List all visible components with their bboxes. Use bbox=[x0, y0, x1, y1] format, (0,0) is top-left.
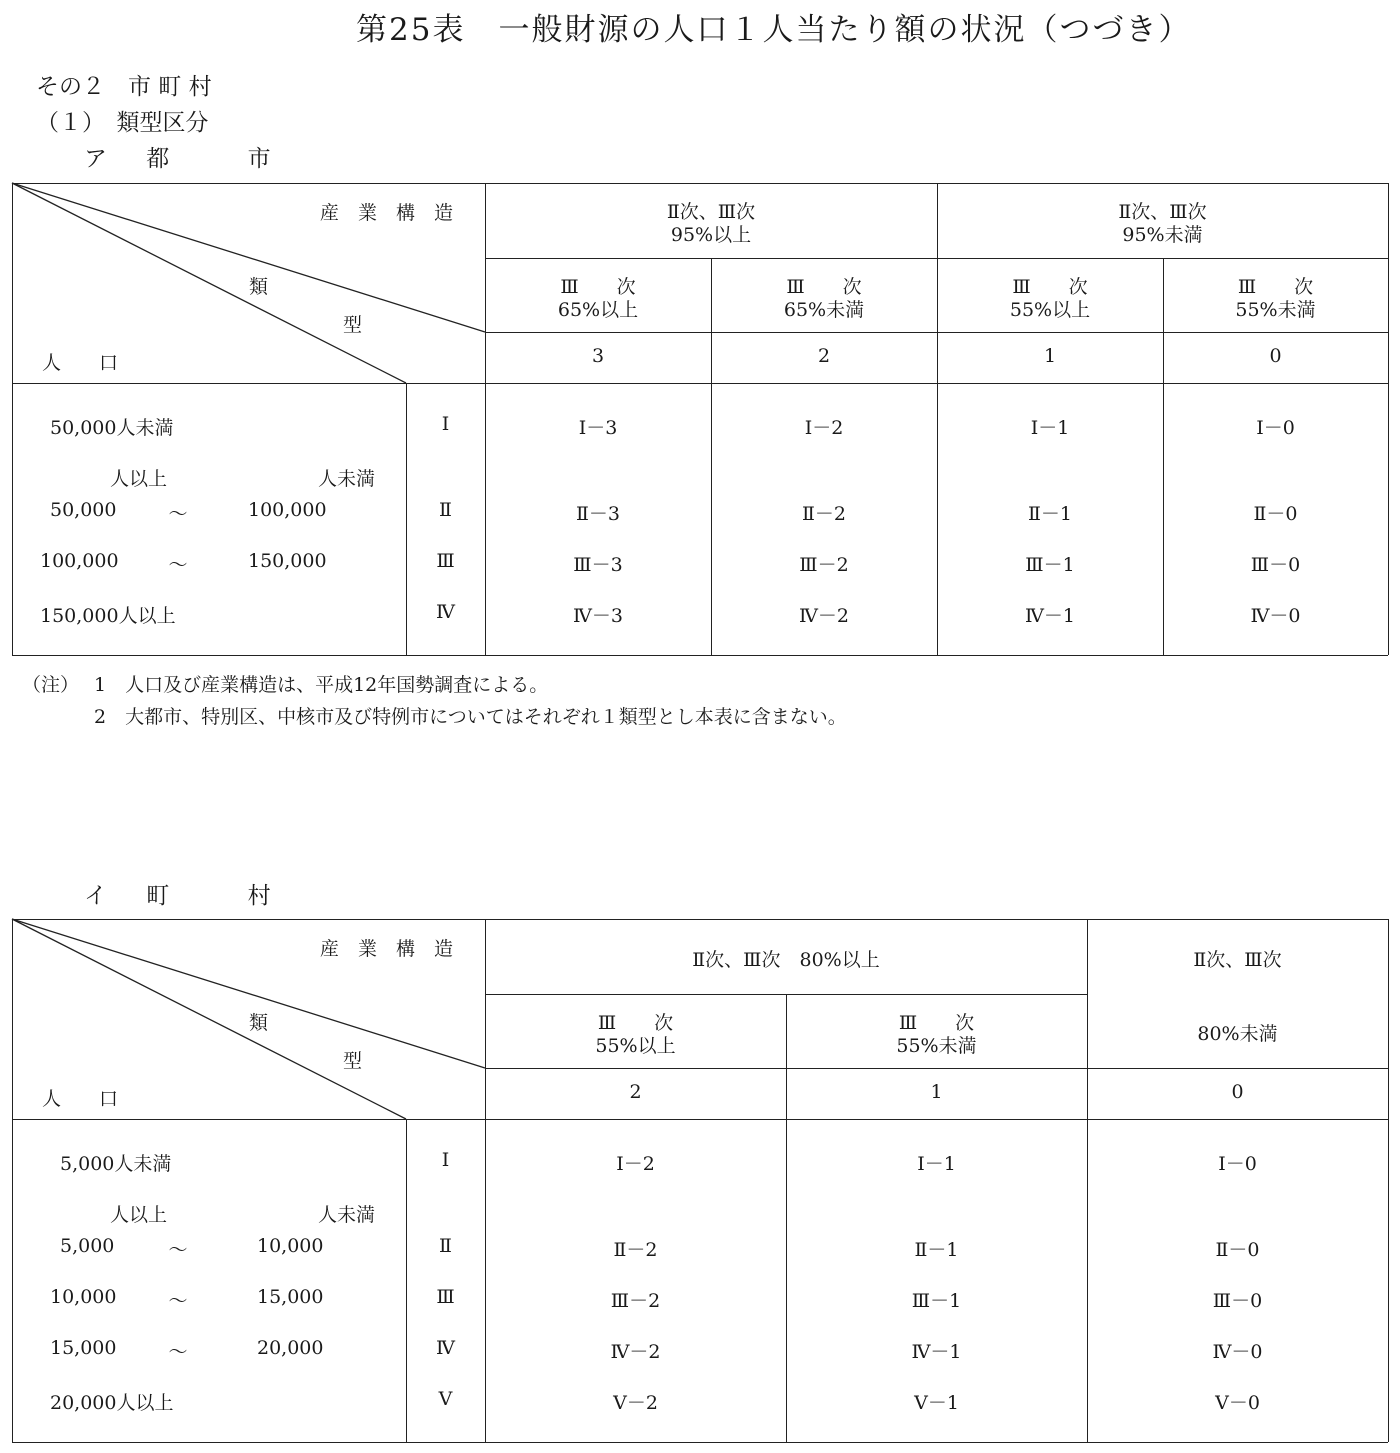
cities-row-from: 100,000 bbox=[40, 550, 119, 572]
corner-industry-label: 産 業 構 造 bbox=[320, 938, 454, 960]
cities-range-header-above: 人以上 bbox=[110, 468, 168, 490]
cities-cell: Ⅲ－1 bbox=[1025, 554, 1075, 576]
cities-sub-header-1-line-1: Ⅲ 次 bbox=[786, 276, 862, 298]
towns-row-roman: Ⅴ bbox=[438, 1388, 453, 1410]
towns-sub-header-1-line-2: 55%未満 bbox=[896, 1035, 977, 1057]
cities-row-to: 150,000 bbox=[248, 550, 327, 572]
corner-type-label-b: 型 bbox=[343, 314, 363, 336]
cities-cell: Ⅳ－1 bbox=[1024, 605, 1076, 627]
subsection-towns-heading: イ 町 村 bbox=[84, 883, 287, 909]
towns-row-label: 20,000人以上 bbox=[50, 1392, 174, 1414]
towns-type-code-0: 2 bbox=[629, 1081, 642, 1103]
towns-sub-header-0-line-1: Ⅲ 次 bbox=[597, 1012, 674, 1034]
cities-sub-header-3-line-2: 55%未満 bbox=[1235, 299, 1316, 321]
cities-sub-header-3-line-1: Ⅲ 次 bbox=[1237, 276, 1314, 298]
cities-range-header-below: 人未満 bbox=[318, 468, 376, 490]
cities-cell: Ⅱ－0 bbox=[1253, 503, 1298, 525]
corner-population-label: 人 口 bbox=[42, 352, 119, 374]
towns-row-to: 15,000 bbox=[257, 1286, 324, 1308]
towns-type-code-1: 1 bbox=[930, 1081, 943, 1103]
towns-cell: Ⅳ－0 bbox=[1212, 1341, 1263, 1363]
towns-cell: Ⅳ－1 bbox=[911, 1341, 962, 1363]
corner-type-label-a: 類 bbox=[249, 276, 269, 298]
corner-diagonal-line bbox=[12, 919, 485, 1068]
cities-type-code-0: 3 bbox=[591, 345, 605, 367]
towns-row-label: 5,000人未満 bbox=[60, 1153, 172, 1175]
towns-group-2-line-1: Ⅱ次、Ⅲ次 bbox=[1193, 949, 1282, 971]
towns-type-code-2: 0 bbox=[1231, 1081, 1244, 1103]
towns-range-header-above: 人以上 bbox=[110, 1204, 168, 1226]
cities-sub-header-0-line-2: 65%以上 bbox=[557, 299, 639, 321]
cities-type-code-2: 1 bbox=[1043, 345, 1057, 367]
cities-group-1-line-1: Ⅱ次、Ⅲ次 bbox=[666, 201, 756, 223]
towns-cell: Ⅰ－0 bbox=[1218, 1153, 1257, 1175]
cities-type-code-3: 0 bbox=[1269, 345, 1282, 367]
towns-cell: Ⅲ－1 bbox=[911, 1290, 962, 1312]
cities-sub-header-0-line-1: Ⅲ 次 bbox=[560, 276, 636, 298]
cities-row-roman: Ⅳ bbox=[436, 601, 455, 623]
corner-type-label-a: 類 bbox=[249, 1012, 269, 1034]
towns-row-tilde: ～ bbox=[168, 1239, 188, 1261]
towns-cell: Ⅱ－0 bbox=[1215, 1239, 1260, 1261]
notes-label: （注） bbox=[22, 674, 80, 696]
cities-cell: Ⅰ－2 bbox=[804, 417, 844, 439]
cities-cell: Ⅲ－2 bbox=[799, 554, 849, 576]
towns-group-1: Ⅱ次、Ⅲ次 80%以上 bbox=[692, 949, 880, 971]
note-2: 2 大都市、特別区、中核市及び特例市についてはそれぞれ１類型とし本表に含まない。 bbox=[94, 706, 847, 728]
towns-cell: Ⅰ－1 bbox=[917, 1153, 956, 1175]
towns-group-2-line-2: 80%未満 bbox=[1197, 1023, 1278, 1045]
cities-cell: Ⅲ－3 bbox=[573, 554, 623, 576]
cities-cell: Ⅱ－3 bbox=[575, 503, 620, 525]
cities-group-2-line-2: 95%未満 bbox=[1122, 224, 1203, 246]
towns-cell: Ⅲ－0 bbox=[1212, 1290, 1263, 1312]
cities-row-tilde: ～ bbox=[168, 503, 188, 525]
cities-sub-header-1-line-2: 65%未満 bbox=[783, 299, 865, 321]
cities-sub-header-2-line-1: Ⅲ 次 bbox=[1012, 276, 1088, 298]
cities-row-roman: Ⅲ bbox=[436, 550, 455, 572]
corner-industry-label: 産 業 構 造 bbox=[320, 202, 454, 224]
towns-cell: Ⅳ－2 bbox=[610, 1341, 661, 1363]
corner-diagonal-line bbox=[12, 183, 406, 383]
towns-cell: Ⅴ－0 bbox=[1215, 1392, 1260, 1414]
part-heading: その２ 市 町 村 bbox=[36, 74, 212, 100]
subsection-cities-heading: ア 都 市 bbox=[84, 146, 287, 172]
cities-cell: Ⅳ－0 bbox=[1250, 605, 1301, 627]
cities-cell: Ⅳ－2 bbox=[798, 605, 850, 627]
cities-row-tilde: ～ bbox=[168, 554, 188, 576]
towns-row-roman: Ⅳ bbox=[436, 1337, 455, 1359]
cities-row-label: 50,000人未満 bbox=[50, 417, 174, 439]
towns-row-roman: Ⅰ bbox=[441, 1149, 450, 1171]
cities-cell: Ⅰ－0 bbox=[1256, 417, 1295, 439]
towns-row-from: 15,000 bbox=[50, 1337, 117, 1359]
cities-cell: Ⅱ－1 bbox=[1027, 503, 1072, 525]
cities-row-roman: Ⅰ bbox=[441, 413, 450, 435]
towns-cell: Ⅰ－2 bbox=[616, 1153, 655, 1175]
towns-row-to: 10,000 bbox=[257, 1235, 324, 1257]
cities-cell: Ⅳ－3 bbox=[572, 605, 624, 627]
towns-cell: Ⅲ－2 bbox=[610, 1290, 661, 1312]
cities-cell: Ⅲ－0 bbox=[1250, 554, 1301, 576]
towns-sub-header-0-line-2: 55%以上 bbox=[595, 1035, 676, 1057]
towns-row-roman: Ⅲ bbox=[436, 1286, 455, 1308]
towns-row-roman: Ⅱ bbox=[439, 1235, 452, 1257]
towns-cell: Ⅱ－1 bbox=[914, 1239, 959, 1261]
cities-group-1-line-2: 95%以上 bbox=[670, 224, 752, 246]
towns-row-to: 20,000 bbox=[257, 1337, 324, 1359]
towns-row-from: 5,000 bbox=[60, 1235, 115, 1257]
note-1: 1 人口及び産業構造は、平成12年国勢調査による。 bbox=[94, 674, 549, 696]
towns-cell: Ⅴ－2 bbox=[613, 1392, 658, 1414]
cities-row-from: 50,000 bbox=[50, 499, 117, 521]
towns-cell: Ⅱ－2 bbox=[613, 1239, 658, 1261]
corner-diagonal-line bbox=[12, 183, 485, 332]
corner-population-label: 人 口 bbox=[42, 1088, 119, 1110]
towns-row-tilde: ～ bbox=[168, 1290, 188, 1312]
towns-cell: Ⅴ－1 bbox=[914, 1392, 959, 1414]
cities-cell: Ⅱ－2 bbox=[801, 503, 846, 525]
cities-sub-header-2-line-2: 55%以上 bbox=[1009, 299, 1091, 321]
section-heading: （１） 類型区分 bbox=[36, 110, 209, 136]
towns-row-tilde: ～ bbox=[168, 1341, 188, 1363]
corner-diagonal-line bbox=[12, 919, 406, 1119]
towns-range-header-below: 人未満 bbox=[318, 1204, 376, 1226]
cities-cell: Ⅰ－1 bbox=[1030, 417, 1070, 439]
towns-sub-header-1-line-1: Ⅲ 次 bbox=[898, 1012, 975, 1034]
cities-row-label: 150,000人以上 bbox=[40, 605, 176, 627]
cities-cell: Ⅰ－3 bbox=[578, 417, 618, 439]
page-title: 第25表 一般財源の人口１人当たり額の状況（つづき） bbox=[356, 12, 1192, 48]
cities-row-to: 100,000 bbox=[248, 499, 327, 521]
towns-row-from: 10,000 bbox=[50, 1286, 117, 1308]
corner-type-label-b: 型 bbox=[343, 1050, 363, 1072]
cities-row-roman: Ⅱ bbox=[439, 499, 452, 521]
cities-group-2-line-1: Ⅱ次、Ⅲ次 bbox=[1118, 201, 1207, 223]
cities-type-code-1: 2 bbox=[817, 345, 831, 367]
